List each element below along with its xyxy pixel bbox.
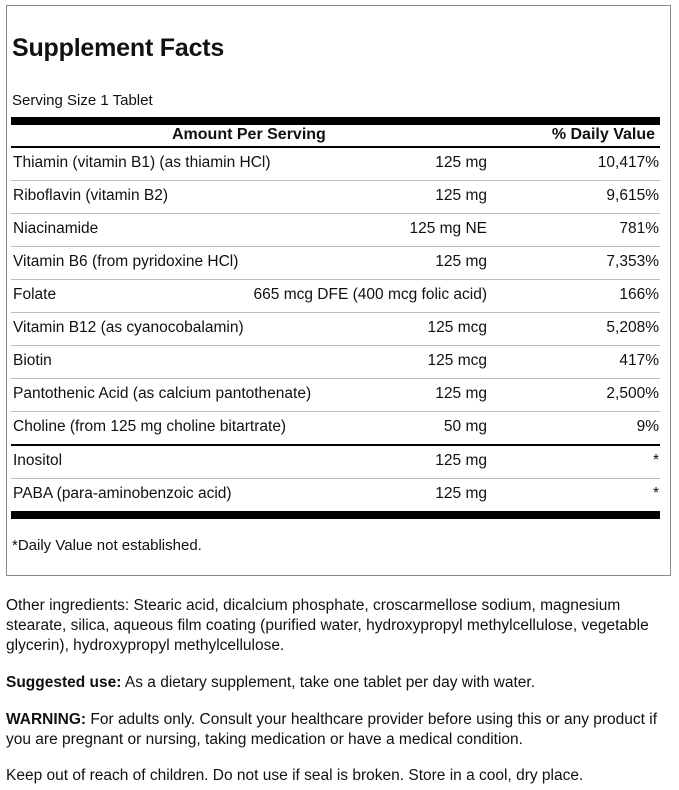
nutrient-daily-value: * bbox=[652, 485, 659, 502]
column-headers bbox=[11, 125, 660, 147]
other-ingredients: Other ingredients: Stearic acid, dicalcium phosphate, croscarmellose sodium, magnesium stearate, silica, aqueous film coating (purified water, hydroxypropyl methylcellulose, vegetable glycerin), hydroxypropyl methylcellulose. bbox=[6, 597, 649, 654]
storage-notice: Keep out of reach of children. Do not use if seal is broken. Store in a cool, dry place. bbox=[6, 767, 584, 784]
suggested-use-text: As a dietary supplement, take one tablet per day with water. bbox=[121, 674, 535, 691]
suggested-use-label: Suggested use: bbox=[6, 674, 122, 691]
nutrient-name: Choline (from 125 mg choline bitartrate) bbox=[13, 418, 287, 435]
nutrient-amount: 125 mg bbox=[435, 187, 487, 204]
nutrient-row-biotin bbox=[11, 346, 660, 379]
nutrient-amount: 125 mg bbox=[435, 485, 487, 502]
nutrient-name: Folate bbox=[13, 286, 57, 303]
nutrient-amount: 125 mg NE bbox=[409, 220, 487, 237]
suggested-use bbox=[6, 673, 670, 693]
nutrient-row-pantothenic-acid bbox=[11, 379, 660, 412]
daily-value-header: % Daily Value bbox=[551, 126, 655, 143]
nutrient-daily-value: 781% bbox=[619, 220, 659, 237]
daily-value-footnote: *Daily Value not established. bbox=[12, 537, 202, 554]
nutrient-row-folate bbox=[11, 280, 660, 313]
nutrient-amount: 125 mg bbox=[435, 385, 487, 402]
serving-size: Serving Size 1 Tablet bbox=[12, 92, 153, 109]
nutrient-row-vitamin-b12 bbox=[11, 313, 660, 346]
nutrient-amount: 50 mg bbox=[443, 418, 487, 435]
nutrient-name: Vitamin B6 (from pyridoxine HCl) bbox=[13, 253, 239, 270]
nutrient-daily-value: 7,353% bbox=[606, 253, 659, 270]
nutrient-name: Inositol bbox=[13, 452, 63, 469]
nutrient-name: Thiamin (vitamin B1) (as thiamin HCl) bbox=[13, 154, 271, 171]
nutrient-name: Biotin bbox=[13, 352, 52, 369]
nutrient-row-paba bbox=[11, 479, 660, 511]
nutrient-daily-value: 2,500% bbox=[606, 385, 659, 402]
nutrient-daily-value: * bbox=[652, 452, 659, 469]
top-thick-rule bbox=[11, 117, 660, 125]
nutrient-amount: 125 mcg bbox=[427, 352, 487, 369]
nutrient-amount: 125 mg bbox=[435, 253, 487, 270]
nutrient-name: PABA (para-aminobenzoic acid) bbox=[13, 485, 232, 502]
bottom-thick-rule bbox=[11, 511, 660, 519]
nutrient-row-inositol bbox=[11, 446, 660, 479]
nutrient-row-niacinamide bbox=[11, 214, 660, 247]
nutrient-daily-value: 417% bbox=[619, 352, 659, 369]
nutrient-daily-value: 9% bbox=[636, 418, 659, 435]
nutrient-name: Pantothenic Acid (as calcium pantothenate) bbox=[13, 385, 312, 402]
nutrient-table bbox=[11, 148, 660, 511]
nutrient-row-thiamin bbox=[11, 148, 660, 181]
nutrient-daily-value: 5,208% bbox=[606, 319, 659, 336]
warning-label: WARNING: bbox=[6, 711, 87, 728]
nutrient-daily-value: 10,417% bbox=[597, 154, 659, 171]
warning bbox=[6, 710, 670, 750]
nutrient-amount: 125 mg bbox=[435, 154, 487, 171]
nutrient-amount: 125 mg bbox=[435, 452, 487, 469]
nutrient-daily-value: 166% bbox=[619, 286, 659, 303]
amount-header: Amount Per Serving bbox=[172, 126, 326, 143]
nutrient-amount: 125 mcg bbox=[427, 319, 487, 336]
nutrient-name: Niacinamide bbox=[13, 220, 99, 237]
panel-title: Supplement Facts bbox=[12, 34, 225, 62]
warning-text: For adults only. Consult your healthcare provider before using this or any product if you are pregnant or nursing, taking medication or have a medical condition. bbox=[6, 711, 658, 748]
nutrient-row-vitamin-b6 bbox=[11, 247, 660, 280]
nutrient-row-riboflavin bbox=[11, 181, 660, 214]
nutrient-amount: 665 mcg DFE (400 mcg folic acid) bbox=[253, 286, 487, 303]
nutrient-name: Riboflavin (vitamin B2) bbox=[13, 187, 169, 204]
nutrient-row-choline bbox=[11, 412, 660, 446]
nutrient-name: Vitamin B12 (as cyanocobalamin) bbox=[13, 319, 244, 336]
nutrient-daily-value: 9,615% bbox=[606, 187, 659, 204]
